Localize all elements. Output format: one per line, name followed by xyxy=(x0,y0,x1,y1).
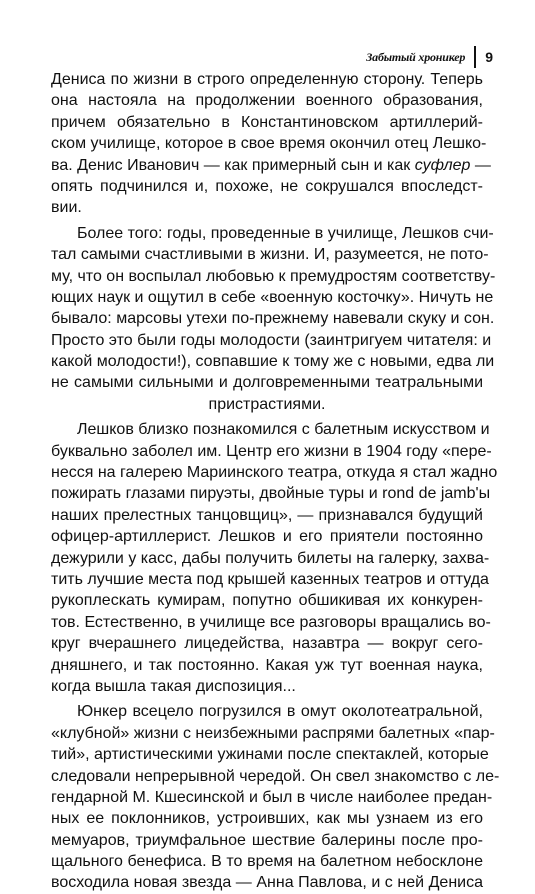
running-title: Забытый хроникер xyxy=(366,49,466,64)
text-line: следовали непрерывной чередой. Он свел знакомство с ле- xyxy=(51,767,500,785)
text-line: Юнкер всецело погрузился в омут околотеатральной, xyxy=(77,703,483,721)
text-line: Лешков близко познакомился с балетным искусством и xyxy=(77,421,490,439)
text-line: щального бенефиса. В то время на балетном небосклоне xyxy=(51,853,483,871)
text-line: Более того: годы, проведенные в училище, Лешков счи- xyxy=(77,224,494,242)
text-line: пожирать глазами пируэты, двойные туры и rond de jamb'ы xyxy=(51,485,491,503)
text-line: гендарной М. Кшесинской и был в числе наиболее предан- xyxy=(51,788,493,806)
text-line: тить лучшие места под крышей казенных театров и оттуда xyxy=(51,570,489,588)
text-line: рукоплескать кумирам, попутно обшикивая их конкурен- xyxy=(51,592,483,610)
text-line: пристрастиями. xyxy=(208,395,326,413)
text-line: мемуаров, триумфальное шествие балерины после про- xyxy=(51,831,483,849)
text-line: ных ее поклонников, устроивших, как мы узнаем из его xyxy=(51,810,483,828)
text-line: Просто это были годы молодости (заинтригуем читателя: и xyxy=(51,331,492,349)
text-line: буквально заболел им. Центр его жизни в 1904 году «пере- xyxy=(51,442,492,460)
text-line: му, что он воспылал любовью к премудростям соответству- xyxy=(51,267,496,285)
text-line: опять подчинился и, похоже, не сокрушался впоследст- xyxy=(51,177,483,195)
text-line: вии. xyxy=(51,199,82,217)
text-line: тал самыми счастливыми в жизни. И, разумеется, не пото- xyxy=(51,246,489,264)
text-line: не самыми сильными и долговременными театральными xyxy=(51,374,483,392)
text-line: она настояла на продолжении военного образования, xyxy=(51,92,483,110)
text-line: причем обязательно в Константиновском артиллерий- xyxy=(51,113,483,131)
text-line: офицер-артиллерист. Лешков и его приятели постоянно xyxy=(51,528,483,546)
header-divider xyxy=(474,46,476,68)
text-line: ском училище, которое в свое время окончил отец Лешко- xyxy=(51,135,487,153)
text-line: Дениса по жизни в строго определенную сторону. Теперь xyxy=(51,71,483,88)
text-line: тий», артистическими ужинами после спектаклей, которые xyxy=(51,746,489,764)
text-line: круг вчерашнего лицедейства, назавтра — вокруг сего- xyxy=(51,635,483,653)
text-line: дняшнего, и так постоянно. Какая уж тут военная наука, xyxy=(51,656,483,674)
text-line: ва. Денис Иванович — как примерный сын и как суфлер — xyxy=(51,156,491,174)
page-number: 9 xyxy=(485,49,493,65)
text-line: ющих наук и ощутил в себе «военную косточку». Ничуть не xyxy=(51,288,494,306)
body-text xyxy=(51,69,500,894)
text-line: восходила новая звезда — Анна Павлова, и с ней Дениса xyxy=(51,874,483,892)
text-line: какой молодости!), совпавшие к тому же с новыми, едва ли xyxy=(51,353,495,371)
text-line: несся на галерею Мариинского театра, откуда я стал жадно xyxy=(51,464,498,482)
running-head xyxy=(366,46,493,68)
text-line: «клубной» жизни с неизбежными распрями балетных «пар- xyxy=(51,724,495,742)
text-line: наших прелестных танцовщиц», — признавался будущий xyxy=(51,506,483,524)
text-line: бывало: марсовы утехи по-прежнему навевали скуку и сон. xyxy=(51,310,495,328)
text-line: тов. Естественно, в училище все разговоры вращались во- xyxy=(51,613,491,631)
text-line: дежурили у касс, дабы получить билеты на галерку, захва- xyxy=(51,549,490,567)
text-line: когда вышла такая диспозиция... xyxy=(51,677,296,695)
